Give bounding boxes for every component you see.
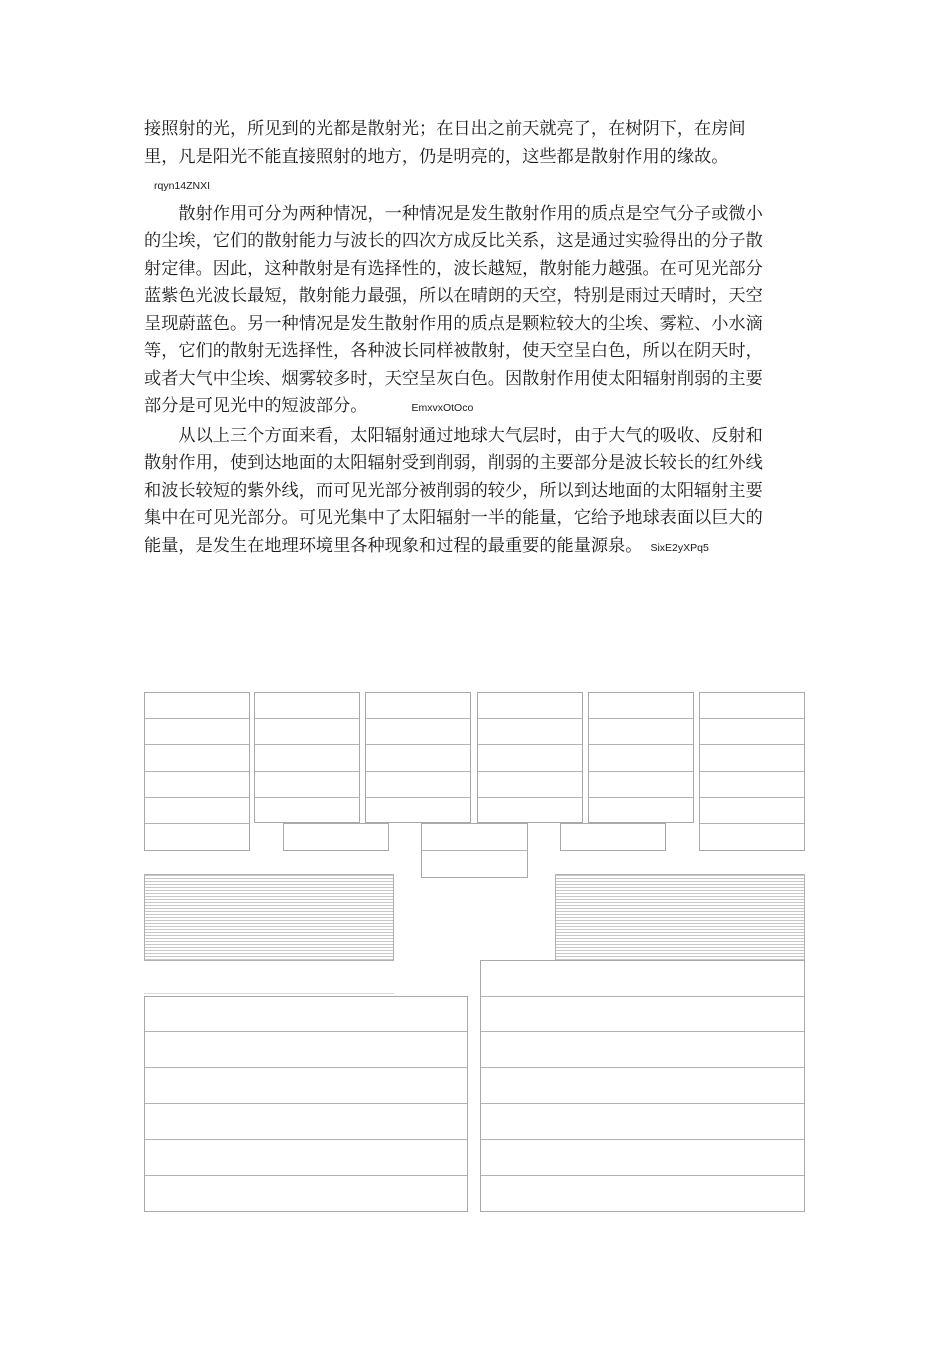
paragraph-1-tag: rqyn14ZNXI [154, 180, 211, 192]
table-bottom-left [144, 996, 468, 1212]
paragraph-1-text: 接照射的光，所见到的光都是散射光；在日出之前天就亮了，在树阴下，在房间里，凡是阳光不能直接照射的地方，仍是明亮的，这些都是散射作用的缘故。 [144, 119, 746, 167]
table-col-1 [144, 692, 250, 851]
ruled-block-left [144, 874, 394, 961]
table-col-2 [254, 692, 360, 823]
table-cell-b [421, 823, 528, 878]
table-col-3 [365, 692, 471, 823]
ruled-block-right [555, 874, 805, 961]
faint-rule [144, 993, 394, 994]
table-bottom-right [480, 960, 805, 1212]
table-cell-c [560, 823, 666, 851]
paragraph-3-text: 从以上三个方面来看，太阳辐射通过地球大气层时，由于大气的吸收、反射和散射作用，使到达地面的太阳辐射受到削弱，削弱的主要部分是波长较长的红外线和波长较短的紫外线，而可见光部分被削弱的较少，所以到达地面的太阳辐射主要集中在可见光部分。可见光集中了太阳辐射一半的能量，它给予地球表面以巨大的能量，是发生在地理环境里各种现象和过程的最重要的能量源泉。 [144, 425, 763, 556]
paragraph-2-tag: EmxvxOtOco [411, 402, 474, 414]
table-col-6 [699, 692, 805, 851]
table-col-4 [477, 692, 583, 823]
table-cell-a [283, 823, 389, 851]
paragraph-3-tag: SixE2yXPq5 [650, 541, 709, 554]
table-col-5 [588, 692, 694, 823]
paragraph-2-text: 散射作用可分为两种情况，一种情况是发生散射作用的质点是空气分子或微小的尘埃，它们的散射能力与波长的四次方成反比关系，这是通过实验得出的分子散射定律。因此，这种散射是有选择性的，波长越短，散射能力越强。在可见光部分蓝紫色光波长最短，散射能力最强，所以在晴朗的天空，特别是雨过天晴时，天空呈现蔚蓝色。另一种情况是发生散射作用的质点是颗粒较大的尘埃、雾粒、小水滴等，它们的散射无选择性，各种波长同样被散射，使天空呈白色，所以在阴天时，或者大气中尘埃、烟雾较多时，天空呈灰白色。因散射作用使太阳辐射削弱的主要部分是可见光中的短波部分。 [144, 203, 763, 416]
